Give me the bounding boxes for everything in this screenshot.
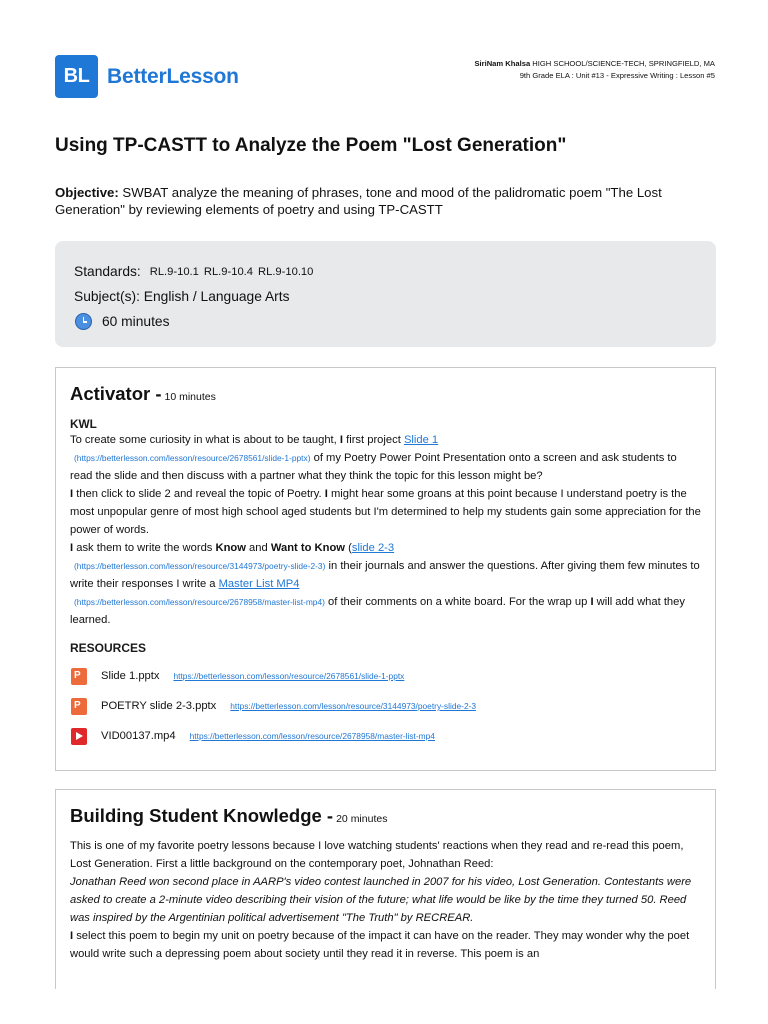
activator-body (70, 431, 701, 629)
betterlesson-logo[interactable] (55, 55, 239, 98)
text-span: I (590, 596, 594, 608)
video-icon (71, 728, 87, 745)
master-list-url[interactable]: (https://betterlesson.com/lesson/resource/2678958/master-list-mp4) (74, 597, 325, 607)
powerpoint-icon (71, 668, 87, 685)
slide-1-url[interactable]: (https://betterlesson.com/lesson/resource/2678561/slide-1-pptx) (74, 453, 311, 463)
text-span: of their comments on a white board. For the wrap up (324, 596, 591, 608)
course-line: 9th Grade ELA : Unit #13 - Expressive Writing : Lesson #5 (519, 71, 715, 80)
resource-link[interactable]: https://betterlesson.com/lesson/resource/3144973/poetry-slide-2-3 (230, 701, 477, 711)
activator-section (55, 367, 716, 771)
resource-item[interactable] (70, 721, 701, 751)
lesson-info (474, 58, 715, 82)
resources-heading: RESOURCES (70, 641, 147, 655)
section-duration: 20 minutes (336, 813, 388, 825)
section-subheading: KWL (70, 417, 97, 431)
logo-text: BetterLesson (107, 64, 239, 88)
page-header (55, 55, 715, 99)
lesson-meta-box (55, 241, 716, 347)
resource-name[interactable]: POETRY slide 2-3.pptx (101, 700, 217, 712)
clock-icon (75, 313, 92, 330)
standard-tag[interactable]: RL.9-10.4 (203, 265, 254, 278)
section-title-text: Activator - (70, 383, 162, 404)
logo-mark: BL (55, 55, 98, 98)
objective-text: SWBAT analyze the meaning of phrases, tone and mood of the palidromatic poem "The Lost Generation" by reviewing elements of poetry and using TP-CASTT (55, 185, 662, 217)
text-span: ask them to write the words (73, 542, 216, 554)
resource-item[interactable] (70, 661, 701, 691)
section-duration: 10 minutes (164, 391, 216, 403)
text-span: might hear some groans at this point because I understand poetry is the most unpopular genre of most high school aged students but I'm determined to help my students gain some appreciation for the power of words. (70, 488, 701, 536)
resource-link[interactable]: https://betterlesson.com/lesson/resource/2678958/master-list-mp4 (189, 731, 435, 741)
page-title: Using TP-CASTT to Analyze the Poem "Lost Generation" (55, 135, 567, 156)
school-name: HIGH SCHOOL/SCIENCE-TECH, SPRINGFIELD, MA (532, 59, 715, 68)
text-span: I (324, 488, 328, 500)
slide-2-3-url[interactable]: (https://betterlesson.com/lesson/resource/3144973/poetry-slide-2-3) (74, 561, 326, 571)
standard-tag[interactable]: RL.9-10.10 (258, 265, 314, 278)
text-span: will add what they learned. (70, 596, 685, 626)
resource-link[interactable]: https://betterlesson.com/lesson/resource/2678561/slide-1-pptx (173, 671, 405, 681)
text-span: first project (343, 434, 404, 446)
standards-row (74, 259, 716, 284)
text-span: I (70, 930, 74, 942)
paragraph: select this poem to begin my unit on poetry because of the impact it can have on the reader. They may wonder why the poet would write such a depressing poem about society until they read it in reverse. This poem is an (70, 930, 690, 960)
text-span: To create some curiosity in what is about to be taught, (70, 434, 340, 446)
standard-tag[interactable]: RL.9-10.1 (149, 265, 199, 278)
text-span: of my Poetry Power Point Presentation onto a screen and ask students to read the slide and then discuss with a partner what they think the topic for this lesson might be? (70, 452, 677, 482)
section-title (70, 805, 701, 827)
slide-1-link[interactable]: Slide 1 (403, 434, 439, 446)
text-span: I (70, 488, 74, 500)
text-span: Want to Know (270, 542, 345, 554)
quoted-background: Jonathan Reed won second place in AARP's video contest launched in 2007 for his video, Lost Generation. Contestants were asked to create a 2-minute video describing their vision of the future; what life would be like by the time they turned 50. Reed was inspired by the Argentinian political advertisement "The Truth" by RECREAR. (70, 876, 692, 924)
building-body (70, 837, 701, 963)
resource-name[interactable]: VID00137.mp4 (101, 730, 176, 742)
standards-label: Standards: (74, 264, 141, 279)
section-title-text: Building Student Knowledge - (70, 805, 334, 826)
paragraph: This is one of my favorite poetry lessons because I love watching students' reactions when they read and re-read this poem, Lost Generation. First a little background on the contemporary poet, Johnathan Reed: (70, 840, 684, 870)
master-list-link[interactable]: Master List MP4 (218, 578, 300, 590)
text-span: I (70, 542, 74, 554)
text-span: then click to slide 2 and reveal the topic of Poetry. (73, 488, 325, 500)
text-span: ( (345, 542, 352, 554)
building-knowledge-section (55, 789, 716, 989)
text-span: in their journals and answer the questions. After giving them few minutes to write their responses I write a (70, 560, 700, 590)
objective (55, 184, 715, 218)
text-span: I (339, 434, 343, 446)
resource-item[interactable] (70, 691, 701, 721)
text-span: and (245, 542, 271, 554)
lesson-duration: 60 minutes (102, 314, 170, 329)
text-span: Know (215, 542, 246, 554)
author-name: SiriNam Khalsa (474, 59, 531, 68)
slide-2-3-link[interactable]: slide 2-3 (351, 542, 395, 554)
section-title (70, 383, 701, 405)
powerpoint-icon (71, 698, 87, 715)
duration-row (74, 309, 716, 334)
subjects-row: Subject(s): English / Language Arts (74, 289, 290, 304)
resource-name[interactable]: Slide 1.pptx (101, 670, 160, 682)
objective-label: Objective: (55, 185, 119, 200)
